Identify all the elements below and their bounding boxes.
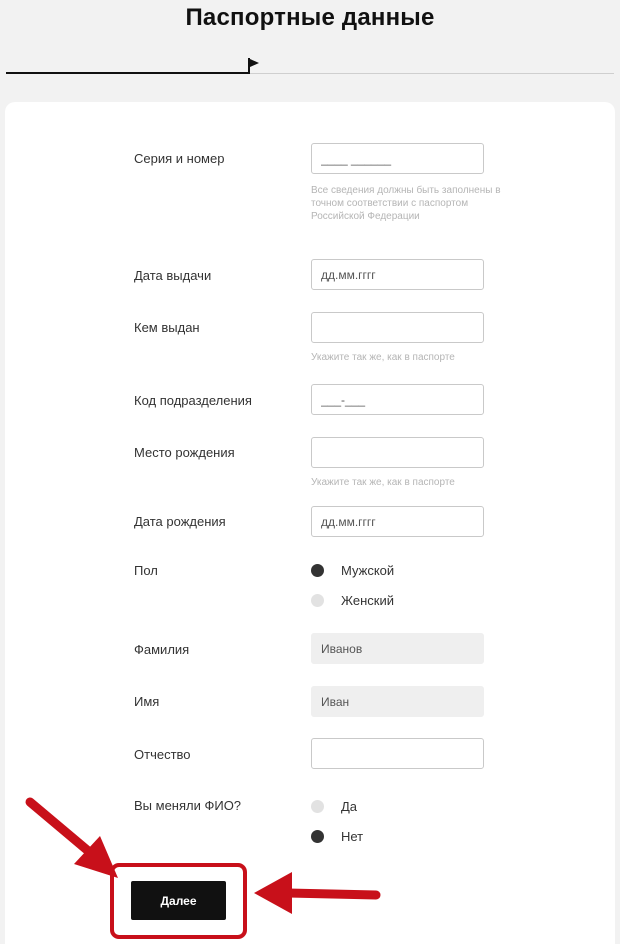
division-code-label: Код подразделения [134,393,252,408]
page-title: Паспортные данные [185,4,435,31]
name-changed-option-label: Да [341,798,358,814]
name-changed-label: Вы меняли ФИО? [134,798,242,813]
patronymic-label: Отчество [134,747,191,762]
last-name-label: Фамилия [134,642,190,657]
gender-label: Пол [134,563,158,578]
series-number-hint: Все сведения должны быть заполнены в точном соответствии с паспортом Российской Федерации [311,185,501,222]
issued-by-label: Кем выдан [134,320,200,335]
birth-place-hint: Укажите так же, как в паспорте [311,477,455,488]
gender-option-label: Мужской [341,562,395,578]
first-name-label: Имя [134,694,160,709]
arrow-left-icon [30,802,118,878]
gender-option-label: Женский [341,592,394,608]
issued-by-hint: Укажите так же, как в паспорте [311,352,455,363]
issue-date-label: Дата выдачи [134,268,212,283]
series-number-label: Серия и номер [134,151,225,166]
name-changed-option-label: Нет [341,828,364,844]
birth-date-label: Дата рождения [134,514,226,529]
birth-place-label: Место рождения [134,445,235,460]
arrow-right-icon [254,872,376,914]
next-button[interactable]: Далее [131,881,226,920]
